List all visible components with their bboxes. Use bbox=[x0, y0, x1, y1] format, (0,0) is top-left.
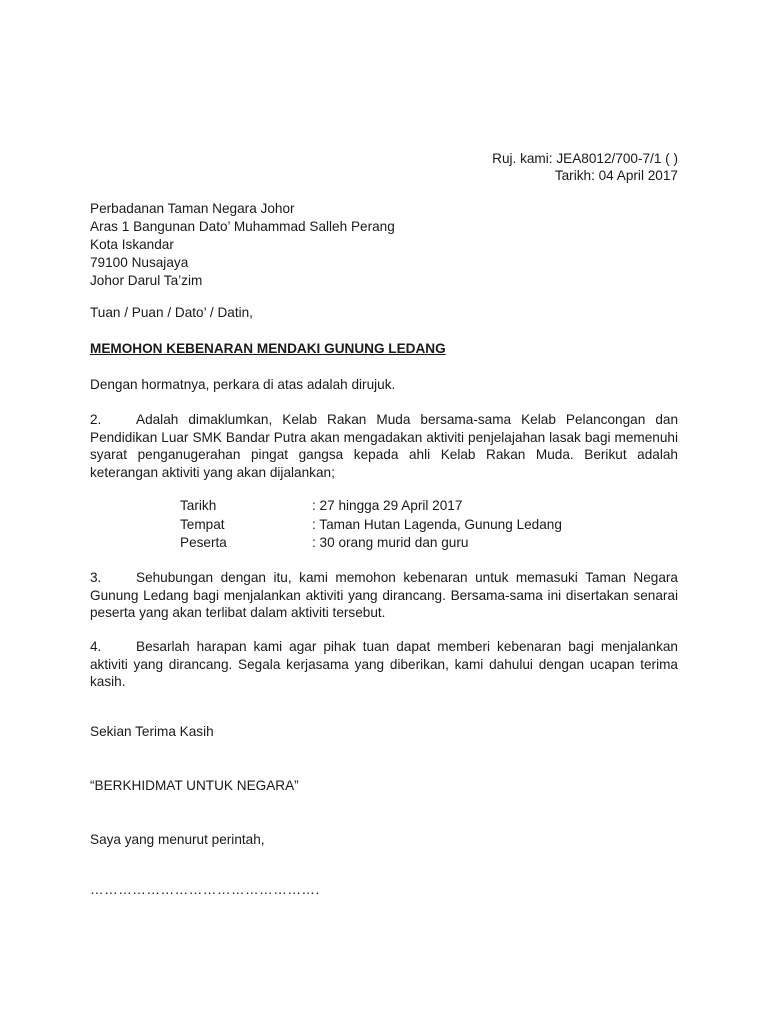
detail-value: : Taman Hutan Lagenda, Gunung Ledang bbox=[312, 516, 562, 532]
detail-label: Tempat bbox=[180, 516, 225, 532]
detail-label: Peserta bbox=[180, 535, 227, 550]
closing-remark: Sekian Terima Kasih bbox=[90, 724, 214, 739]
salutation: Tuan / Puan / Dato’ / Datin, bbox=[90, 305, 253, 320]
paragraph-2 bbox=[90, 411, 678, 481]
reference-block bbox=[492, 150, 678, 184]
detail-label: Tarikh bbox=[180, 498, 217, 513]
activity-details bbox=[180, 497, 562, 553]
signature-line: …………………………………………. bbox=[90, 882, 320, 897]
detail-value: : 27 hingga 29 April 2017 bbox=[312, 498, 463, 513]
detail-value: : 30 orang murid dan guru bbox=[312, 535, 469, 550]
reference-number: Ruj. kami: JEA8012/700-7/1 ( ) bbox=[492, 151, 678, 166]
detail-row bbox=[180, 534, 562, 553]
paragraph-text: Sehubungan dengan itu, kami memohon kebenaran untuk memasuki Taman Negara Gunung Ledang bagi menjalankan aktiviti yang dirancang. Bersama-sama ini disertakan senarai peserta yang akan terlibat dalam aktiviti tersebut. bbox=[90, 570, 678, 620]
letter-subject: MEMOHON KEBENARAN MENDAKI GUNUNG LEDANG bbox=[90, 341, 446, 356]
address-line: 79100 Nusajaya bbox=[90, 255, 189, 270]
detail-row bbox=[180, 497, 562, 516]
signoff: Saya yang menurut perintah, bbox=[90, 832, 265, 847]
letter-date: Tarikh: 04 April 2017 bbox=[554, 168, 678, 183]
motto: “BERKHIDMAT UNTUK NEGARA” bbox=[90, 778, 299, 793]
address-line: Aras 1 Bangunan Dato’ Muhammad Salleh Perang bbox=[90, 219, 395, 234]
paragraph-number: 2. bbox=[90, 412, 102, 427]
recipient-address bbox=[90, 200, 395, 290]
paragraph-opening: Dengan hormatnya, perkara di atas adalah dirujuk. bbox=[90, 377, 396, 392]
address-line: Johor Darul Ta’zim bbox=[90, 273, 203, 288]
paragraph-4 bbox=[90, 638, 678, 691]
paragraph-3 bbox=[90, 569, 678, 622]
address-line: Perbadanan Taman Negara Johor bbox=[90, 201, 295, 216]
paragraph-text: Besarlah harapan kami agar pihak tuan dapat memberi kebenaran bagi menjalankan aktiviti yang dirancang. Segala kerjasama yang diberikan, kami dahului dengan ucapan terima kasih. bbox=[90, 639, 678, 689]
paragraph-number: 4. bbox=[90, 639, 102, 654]
detail-row bbox=[180, 516, 562, 535]
paragraph-number: 3. bbox=[90, 570, 102, 585]
paragraph-text: Adalah dimaklumkan, Kelab Rakan Muda bersama-sama Kelab Pelancongan dan Pendidikan Luar SMK Bandar Putra akan mengadakan aktiviti penjelajahan lasak bagi memenuhi syarat penganugerahan pingat gangsa kepada ahli Kelab Rakan Muda. Berikut adalah keterangan aktiviti yang akan dijalankan; bbox=[90, 412, 678, 480]
address-line: Kota Iskandar bbox=[90, 237, 174, 252]
